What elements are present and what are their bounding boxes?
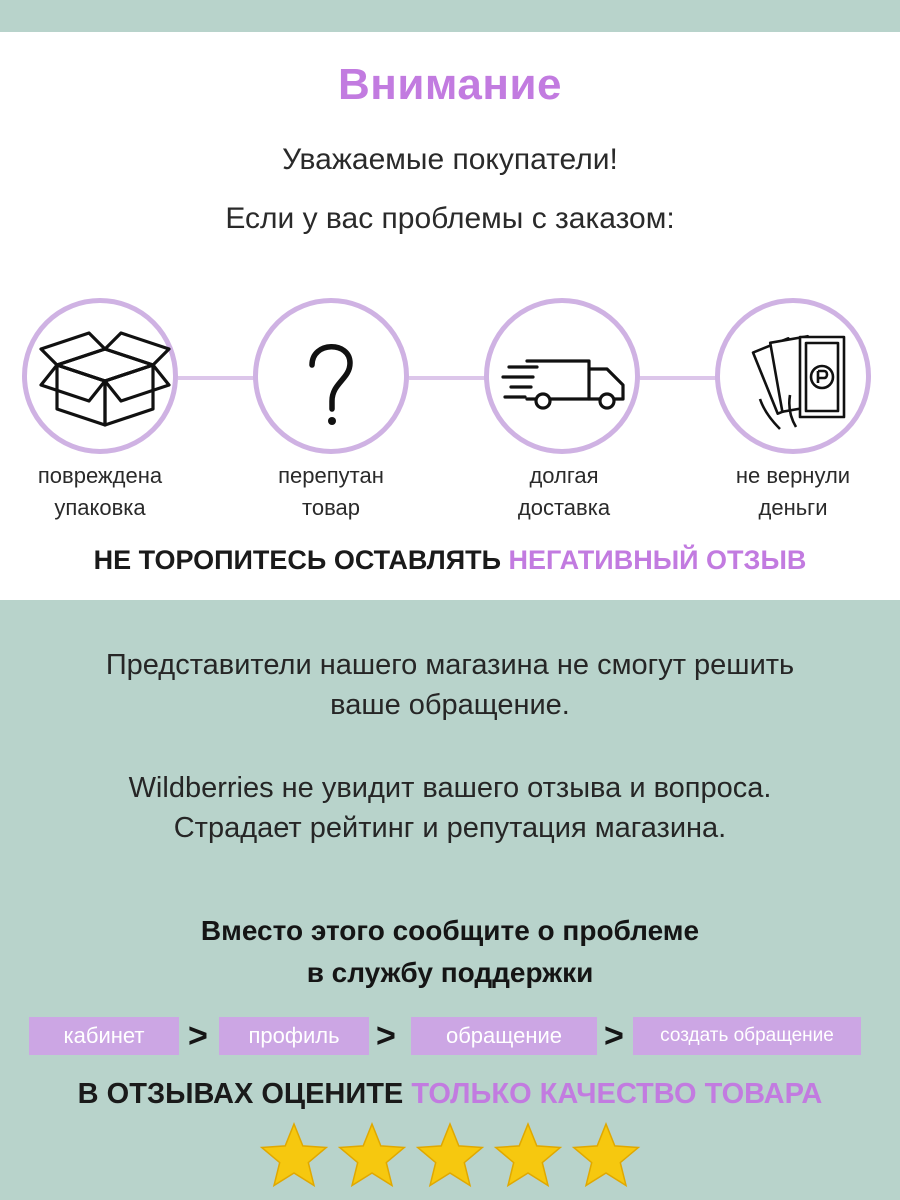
rating-accent-text: ТОЛЬКО КАЧЕСТВО ТОВАРА: [411, 1078, 823, 1110]
rating-stars: [0, 1118, 900, 1194]
subtitle: Если у вас проблемы с заказом:: [225, 202, 675, 235]
info-line: ваше обращение.: [330, 689, 570, 721]
chevron-right-icon: >: [604, 1017, 624, 1055]
connector-line: [178, 376, 254, 380]
caption-line: долгая: [529, 463, 599, 488]
caption-line: не вернули: [735, 463, 851, 488]
chevron-right-icon: >: [376, 1017, 396, 1055]
question-mark-icon: [258, 303, 404, 449]
rating-text: В ОТЗЫВАХ ОЦЕНИТЕ: [77, 1078, 404, 1110]
caption-long-delivery: [464, 460, 664, 524]
support-instruction: [0, 910, 900, 994]
breadcrumb-step-create-request[interactable]: создать обращение: [633, 1017, 861, 1055]
caption-wrong-item: [231, 460, 431, 524]
problem-circle-money-not-returned: [715, 298, 871, 454]
caption-line: перепутан: [278, 463, 384, 488]
info-paragraph-wildberries: [0, 768, 900, 848]
box-icon: [27, 303, 173, 449]
caption-line: деньги: [758, 495, 828, 520]
connector-line: [640, 376, 716, 380]
star-icon: [496, 1124, 561, 1186]
chevron-right-icon: >: [188, 1017, 208, 1055]
problem-circle-damaged-package: [22, 298, 178, 454]
caption-damaged-package: [0, 460, 200, 524]
support-line: в службу поддержки: [306, 957, 594, 988]
caption-line: упаковка: [54, 495, 146, 520]
delivery-truck-icon: [489, 303, 635, 449]
caption-money-not-returned: [693, 460, 893, 524]
caption-line: повреждена: [37, 463, 163, 488]
problem-circle-wrong-item: [253, 298, 409, 454]
caption-line: доставка: [517, 495, 611, 520]
breadcrumb-step-cabinet[interactable]: кабинет: [29, 1017, 179, 1055]
rating-banner: [0, 1078, 900, 1111]
warning-text: НЕ ТОРОПИТЕСЬ ОСТАВЛЯТЬ: [93, 545, 502, 575]
problem-circle-long-delivery: [484, 298, 640, 454]
star-icon: [418, 1124, 483, 1186]
info-line: Страдает рейтинг и репутация магазина.: [173, 812, 727, 844]
info-line: Wildberries не увидит вашего отзыва и вопроса.: [128, 772, 772, 804]
warning-accent-text: НЕГАТИВНЫЙ ОТЗЫВ: [508, 545, 807, 575]
breadcrumb-step-profile[interactable]: профиль: [219, 1017, 369, 1055]
star-icon: [262, 1124, 327, 1186]
info-line: Представители нашего магазина не смогут решить: [105, 649, 795, 681]
breadcrumb-step-request[interactable]: обращение: [411, 1017, 597, 1055]
money-hand-icon: [720, 303, 866, 449]
warning-banner: [0, 545, 900, 576]
greeting: Уважаемые покупатели!: [282, 143, 618, 176]
support-line: Вместо этого сообщите о проблеме: [200, 915, 700, 946]
connector-line: [409, 376, 485, 380]
star-icon: [574, 1124, 639, 1186]
info-paragraph-store: [0, 645, 900, 725]
page-title: Внимание: [338, 60, 562, 109]
caption-line: товар: [302, 495, 360, 520]
star-icon: [340, 1124, 405, 1186]
